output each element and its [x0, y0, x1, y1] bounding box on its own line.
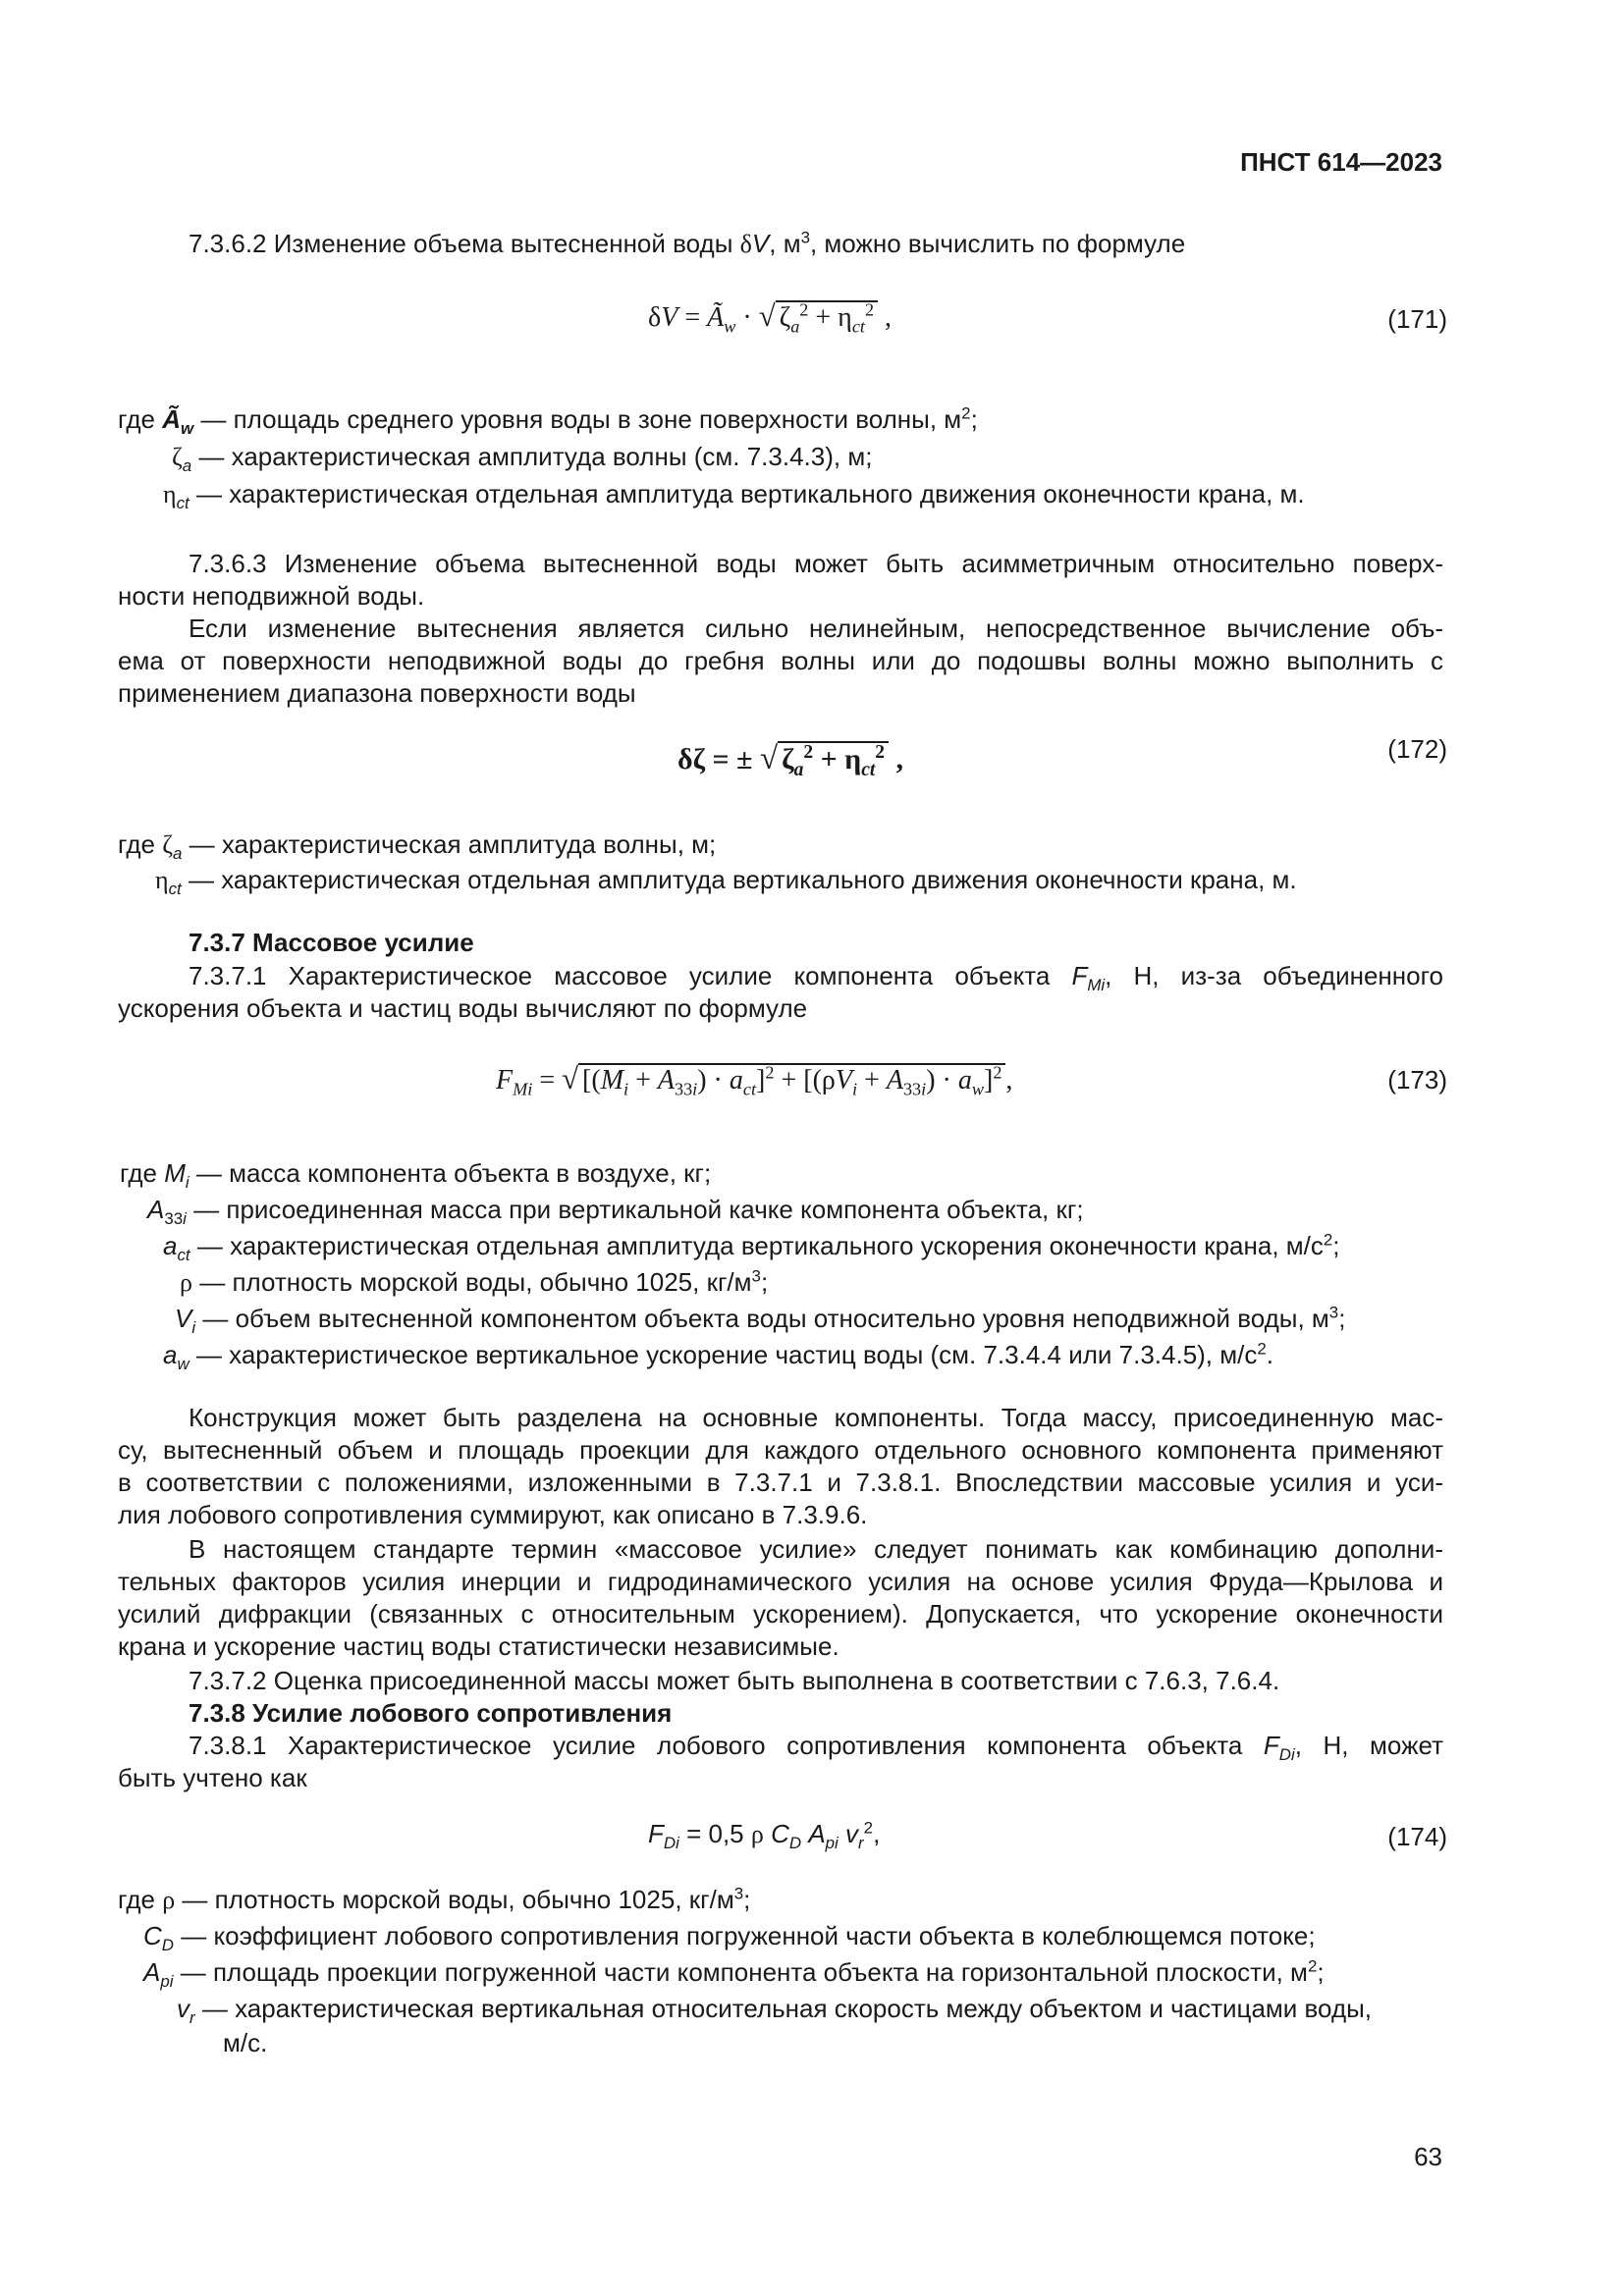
def-row: $\eta_{ct}$ — характеристическая отдельная амплитуда вертикального движения оконечности крана, м.: [163, 479, 1305, 513]
def-row: $\zeta_a$ — характеристическая амплитуда волны (см. 7.3.4.3), м;: [172, 442, 873, 476]
paragraph-line: 7.3.6.3 Изменение объема вытесненной воды может быть асимметричным относительно поверх-: [189, 549, 1443, 578]
paragraph-line: быть учтено как: [118, 1763, 307, 1792]
def-row: $C_D$ — коэффициент лобового сопротивления погруженной части объекта в колеблющемся потоке;: [143, 1921, 1316, 1955]
paragraph-line: крана и ускорение частиц воды статистически независимые.: [118, 1631, 839, 1661]
paragraph-line: Конструкция может быть разделена на основные компоненты. Тогда массу, присоединенную мас-: [189, 1403, 1443, 1432]
def-row: $A_{33i}$ — присоединенная масса при вертикальной качке компонента объекта, кг;: [147, 1195, 1084, 1229]
formula-172: δζ = ± √ $\zeta_a^2 + \eta_{ct}^2$ ,: [677, 741, 904, 780]
def-row: м/с.: [223, 2028, 268, 2057]
paragraph-line: усилий дифракции (связанных с относительным ускорением). Допускается, что ускорение оконечности: [118, 1599, 1443, 1629]
def-row: где $Ã_w$ — площадь среднего уровня воды в зоне поверхности волны, $м^2$;: [118, 403, 978, 439]
formula-174: $F_{Di} = 0,5$ ρ $C_D$ $A_{pi}$ $v_r^2$,: [648, 1818, 881, 1853]
paragraph-line: применением диапазона поверхности воды: [118, 678, 636, 708]
paragraph-line: 7.3.8.1 Характеристическое усилие лобового сопротивления компонента объекта $F_{Di}$, Н, может: [189, 1731, 1443, 1765]
def-row: $a_w$ — характеристическое вертикальное ускорение частиц воды (см. 7.3.4.4 или 7.3.4.5), $м/с^2$.: [163, 1339, 1273, 1374]
def-row: $\eta_{ct}$ — характеристическая отдельная амплитуда вертикального движения оконечности крана, м.: [155, 865, 1297, 899]
standard-code: ПНСТ 614—2023: [1240, 147, 1442, 177]
page-number: 63: [1414, 2142, 1442, 2171]
def-row: где $M_i$ — масса компонента объекта в воздухе, кг;: [120, 1158, 712, 1193]
paragraph-line: ема от поверхности неподвижной воды до гребня волны или до подошвы волны можно выполнить с: [118, 646, 1443, 675]
section-heading-7-3-8: 7.3.8 Усилие лобового сопротивления: [189, 1698, 673, 1728]
formula-173: $F_{Mi}$ = √ $[(M_i + A_{33i}) \cdot a_{ct}]^2 + [(\rho V_i + A_{33i}) \cdot a_w]^2$ ,: [496, 1062, 1013, 1099]
def-row: $V_i$ — объем вытесненной компонентом объекта воды относительно уровня неподвижной воды, $м^3$;: [175, 1303, 1346, 1338]
formula-172-number: (172): [1387, 734, 1447, 764]
def-row: где ρ — плотность морской воды, обычно 1025, $кг/м^3$;: [118, 1884, 751, 1914]
paragraph-line: лия лобового сопротивления суммируют, как описано в 7.3.9.6.: [118, 1500, 868, 1529]
def-row: $a_{ct}$ — характеристическая отдельная амплитуда вертикального ускорения оконечности крана, $м/с^2$;: [163, 1230, 1340, 1265]
paragraph-7-3-6-2: 7.3.6.2 Изменение объема вытесненной воды δV, $м^3$, можно вычислить по формуле: [189, 228, 1186, 258]
formula-173-number: (173): [1387, 1065, 1447, 1095]
paragraph-7-3-7-2: 7.3.7.2 Оценка присоединенной массы может быть выполнена в соответствии с 7.6.3, 7.6.4.: [189, 1666, 1280, 1695]
paragraph-line: тельных факторов усилия инерции и гидродинамического усилия на основе усилия Фруда—Крылова и: [118, 1567, 1443, 1596]
def-row: ρ — плотность морской воды, обычно 1025, $кг/м^3$;: [180, 1266, 769, 1297]
paragraph-line: ности неподвижной воды.: [118, 581, 425, 611]
section-heading-7-3-7: 7.3.7 Массовое усилие: [189, 928, 474, 957]
def-row: $v_r$ — характеристическая вертикальная относительная скорость между объектом и частицами воды,: [177, 1994, 1373, 2028]
def-row: где $\zeta_a$ — характеристическая амплитуда волны, м;: [118, 829, 717, 864]
paragraph-line: В настоящем стандарте термин «массовое усилие» следует понимать как комбинацию дополни-: [189, 1534, 1443, 1564]
formula-171-number: (171): [1387, 304, 1447, 334]
def-row: $A_{pi}$ — площадь проекции погруженной части компонента объекта на горизонтальной плоскости, $м^2$;: [143, 1956, 1325, 1992]
paragraph-line: 7.3.7.1 Характеристическое массовое усилие компонента объекта $F_{Mi}$, Н, из-за объединенного: [189, 961, 1443, 995]
paragraph-line: Если изменение вытеснения является сильно нелинейным, непосредственное вычисление объ-: [189, 614, 1443, 643]
paragraph-line: в соответствии с положениями, изложенными в 7.3.7.1 и 7.3.8.1. Впоследствии массовые усилия и уси-: [118, 1468, 1443, 1497]
paragraph-line: ускорения объекта и частиц воды вычисляют по формуле: [118, 993, 808, 1023]
formula-171: $\delta V = Ã_w$ · √ $\zeta_a^2 + \eta_{ct}^2$ ,: [648, 299, 893, 337]
formula-174-number: (174): [1387, 1822, 1447, 1851]
paragraph-line: су, вытесненный объем и площадь проекции для каждого отдельного основного компонента применяют: [118, 1435, 1443, 1465]
